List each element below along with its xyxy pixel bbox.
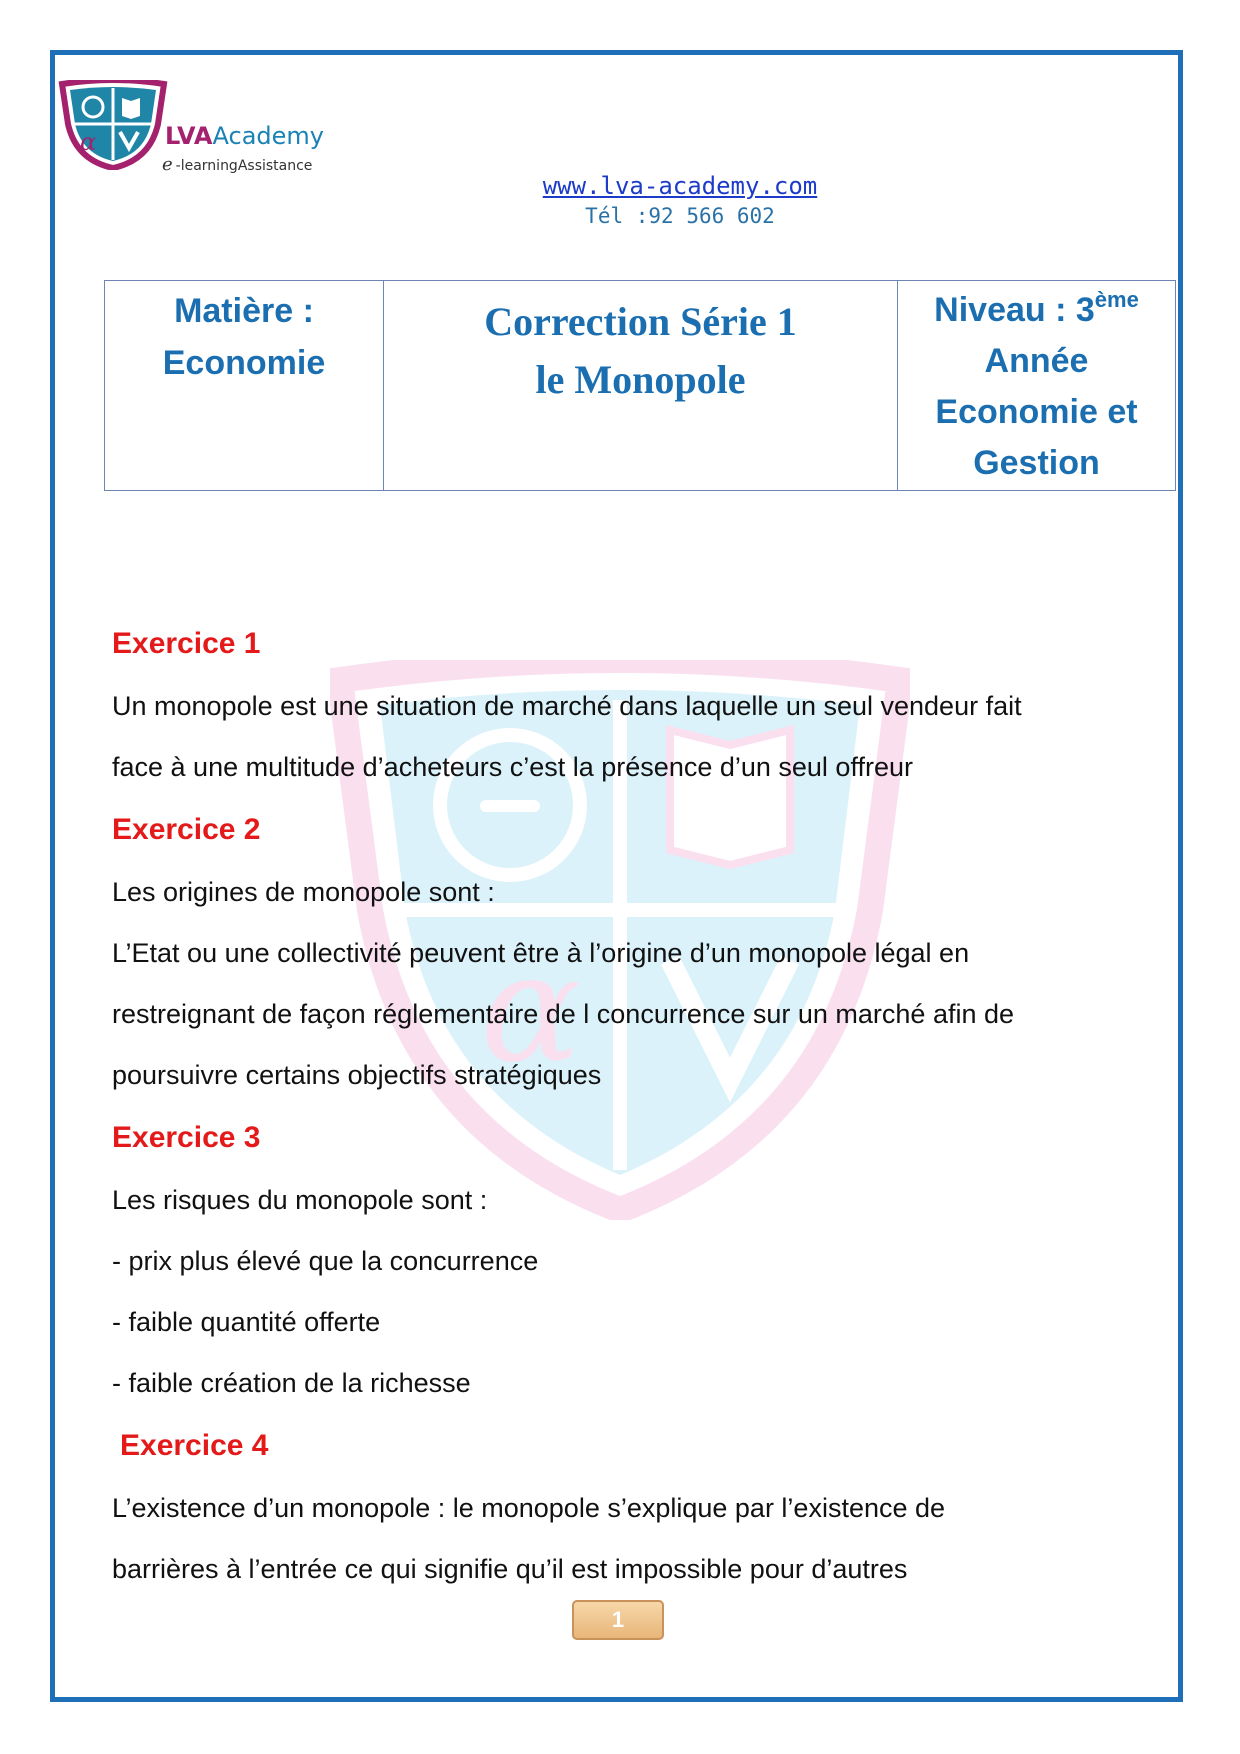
level-superscript: ème (1094, 287, 1139, 312)
exercise-2-line: poursuivre certains objectifs stratégiques (112, 1060, 602, 1090)
subject-label: Matière : (174, 292, 314, 330)
level-line-1 (899, 285, 1174, 336)
exercise-3-line: Les risques du monopole sont : (112, 1185, 488, 1215)
document-title: Correction Série 1 (484, 299, 797, 344)
brand-prefix: LVA (165, 122, 213, 150)
exercise-1-line: face à une multitude d’acheteurs c’est la présence d’un seul offreur (112, 752, 913, 782)
subject-cell (105, 281, 384, 491)
level-line-2: Année (984, 342, 1089, 380)
lva-shield-logo-icon (58, 80, 168, 170)
svg-text:α: α (480, 922, 582, 1096)
exercise-content (112, 612, 1152, 1600)
exercise-2-heading: Exercice 2 (112, 813, 261, 846)
exercise-2-line: L’Etat ou une collectivité peuvent être à l’origine d’un monopole légal en (112, 938, 970, 968)
exercise-1-heading: Exercice 1 (112, 627, 261, 660)
exercise-2-line: Les origines de monopole sont : (112, 877, 495, 907)
document-subtitle: le Monopole (535, 357, 746, 402)
exercise-2-line: restreignant de façon réglementaire de l concurrence sur un marché afin de (112, 999, 1015, 1029)
exercise-3-heading: Exercice 3 (112, 1121, 261, 1154)
tagline-e: e (162, 154, 173, 175)
info-table-row (105, 281, 1176, 491)
exercise-4-heading: Exercice 4 (120, 1429, 269, 1462)
svg-text:α: α (80, 128, 97, 156)
phone-number: Tél :92 566 602 (585, 204, 775, 228)
page-number-badge: 1 (572, 1600, 664, 1640)
exercise-3-line: - prix plus élevé que la concurrence (112, 1246, 539, 1276)
subject-value: Economie (162, 344, 326, 382)
brand-suffix: Academy (212, 122, 324, 150)
title-cell (384, 281, 898, 491)
tagline-text: -learningAssistance (175, 158, 313, 174)
exercise-4-line: barrières à l’entrée ce qui signifie qu’il est impossible pour d’autres (112, 1554, 908, 1584)
brand-name (165, 122, 324, 150)
level-line-3: Economie et (935, 393, 1138, 431)
exercise-3-line: - faible création de la richesse (112, 1368, 471, 1398)
contact-block (480, 172, 880, 228)
level-label: Niveau : 3 (934, 291, 1095, 329)
website-link[interactable]: www.lva-academy.com (542, 172, 818, 200)
exercise-1-line: Un monopole est une situation de marché dans laquelle un seul vendeur fait (112, 691, 1022, 721)
info-table (104, 280, 1176, 491)
level-cell (898, 281, 1176, 491)
level-line-4: Gestion (973, 444, 1100, 482)
exercise-3-line: - faible quantité offerte (112, 1307, 381, 1337)
brand-tagline (162, 154, 312, 175)
exercise-4-line: L’existence d’un monopole : le monopole s’explique par l’existence de (112, 1493, 946, 1523)
